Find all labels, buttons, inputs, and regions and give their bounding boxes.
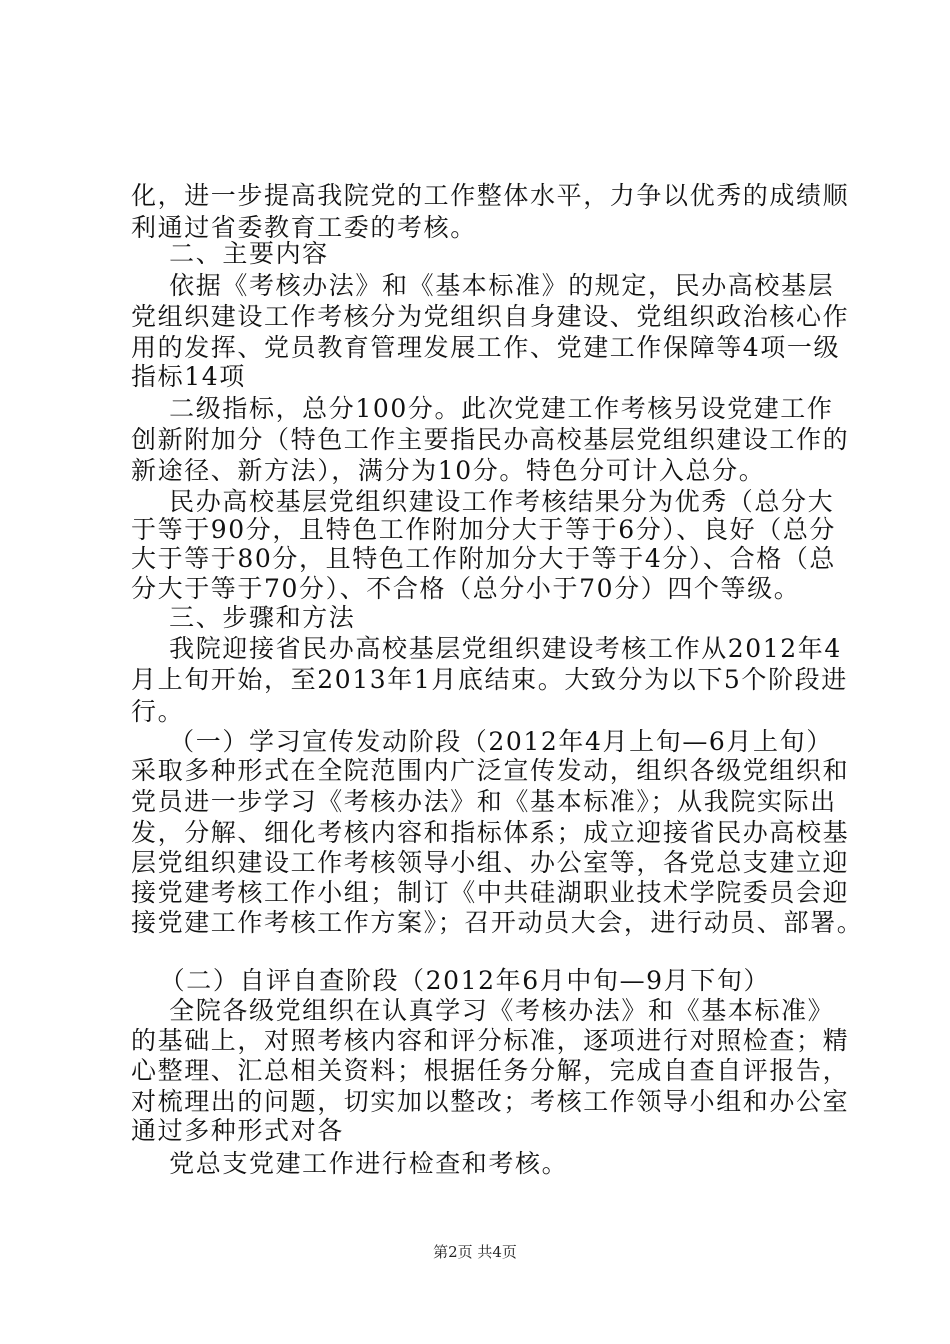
section-heading: 二、主要内容 xyxy=(131,239,329,268)
text-line: 通过多种形式对各 xyxy=(131,1116,344,1145)
text-line: 民办高校基层党组织建设工作考核结果分为优秀（总分大 xyxy=(131,487,835,516)
text-line: 于等于90分，且特色工作附加分大于等于6分）、良好（总分 xyxy=(131,515,837,544)
text-line: 层党组织建设工作考核领导小组、办公室等，各党总支建立迎 xyxy=(131,848,850,877)
text-line: 全院各级党组织在认真学习《考核办法》和《基本标准》 xyxy=(131,996,835,1025)
text-line: 月上旬开始，至2013年1月底结束。大致分为以下5个阶段进 xyxy=(131,665,848,694)
text-line: 党员进一步学习《考核办法》和《基本标准》；从我院实际出 xyxy=(131,787,837,816)
text-line: 心整理、汇总相关资料；根据任务分解，完成自查自评报告， xyxy=(131,1056,850,1085)
text-line: 利通过省委教育工委的考核。 xyxy=(131,213,477,242)
text-line: 发，分解、细化考核内容和指标体系；成立迎接省民办高校基 xyxy=(131,818,850,847)
text-line: 二级指标，总分100分。此次党建工作考核另设党建工作 xyxy=(131,394,834,423)
text-line: 我院迎接省民办高校基层党组织建设考核工作从2012年4 xyxy=(131,634,842,663)
text-line: 党组织建设工作考核分为党组织自身建设、党组织政治核心作 xyxy=(131,302,850,331)
text-line: 用的发挥、党员教育管理发展工作、党建工作保障等4项一级 xyxy=(131,333,841,362)
text-line: 行。 xyxy=(131,697,185,726)
text-line: 接党建考核工作小组；制订《中共硅湖职业技术学院委员会迎 xyxy=(131,878,850,907)
text-line: 党总支党建工作进行检查和考核。 xyxy=(131,1149,569,1178)
subsection-heading: （一）学习宣传发动阶段（2012年4月上旬—6月上旬） xyxy=(131,727,833,756)
text-line: 的基础上，对照考核内容和评分标准，逐项进行对照检查；精 xyxy=(131,1026,850,1055)
text-line: 分大于等于70分）、不合格（总分小于70分）四个等级。 xyxy=(131,574,801,603)
text-line: 对梳理出的问题，切实加以整改；考核工作领导小组和办公室 xyxy=(131,1087,850,1116)
text-line: 大于等于80分，且特色工作附加分大于等于4分）、合格（总 xyxy=(131,544,837,573)
text-line: 创新附加分（特色工作主要指民办高校基层党组织建设工作的 xyxy=(131,425,850,454)
subsection-heading: （二）自评自查阶段（2012年6月中旬—9月下旬） xyxy=(131,966,771,995)
text-line: 指标14项 xyxy=(131,362,246,391)
text-line: 依据《考核办法》和《基本标准》的规定，民办高校基层 xyxy=(131,271,835,300)
section-heading: 三、步骤和方法 xyxy=(131,603,356,632)
text-line: 接党建工作考核工作方案》；召开动员大会，进行动员、部署。 xyxy=(131,908,864,937)
text-line: 采取多种形式在全院范围内广泛宣传发动，组织各级党组织和 xyxy=(131,756,850,785)
text-line: 化，进一步提高我院党的工作整体水平，力争以优秀的成绩顺 xyxy=(131,181,850,210)
text-line: 新途径、新方法），满分为10分。特色分可计入总分。 xyxy=(131,456,766,485)
page-footer: 第2页 共4页 xyxy=(433,1243,517,1261)
